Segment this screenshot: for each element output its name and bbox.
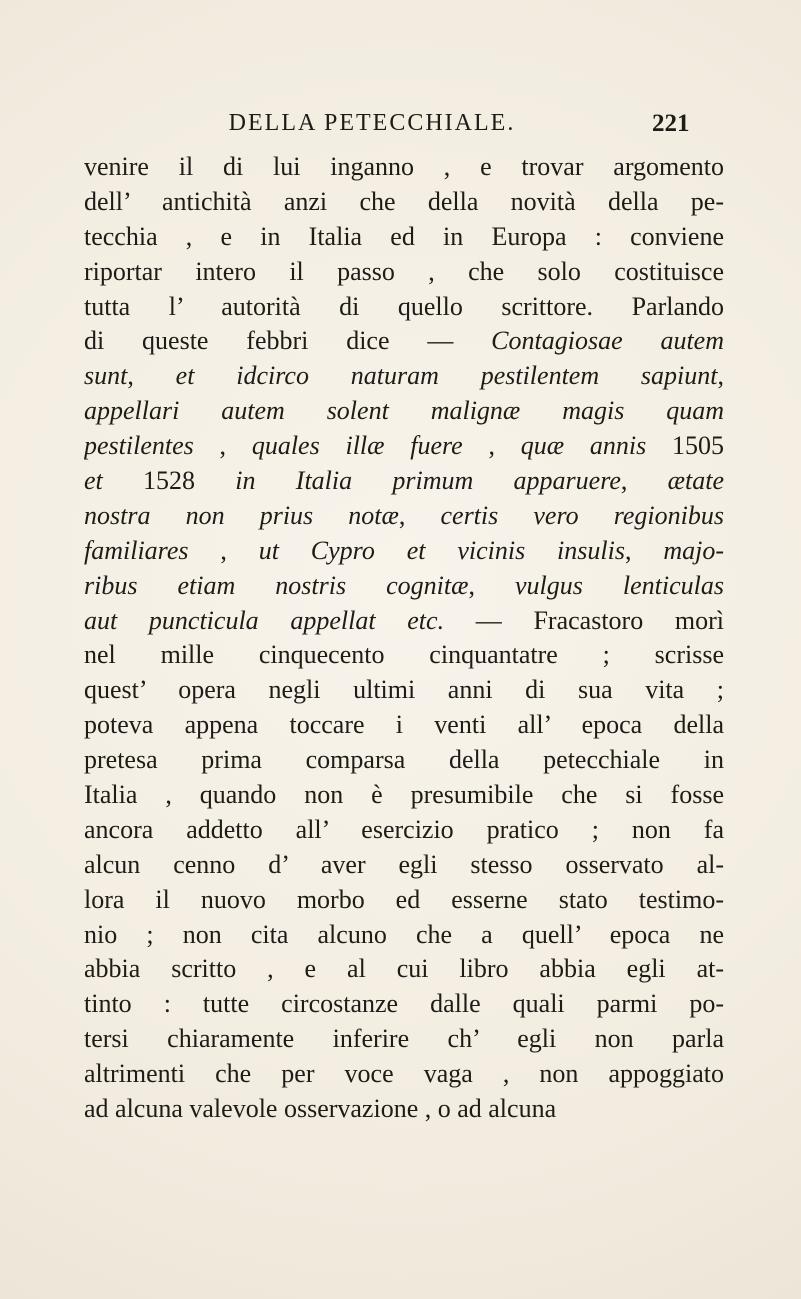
body-text bbox=[84, 150, 724, 1127]
italic-text: in Italia primum apparuere bbox=[235, 466, 621, 496]
text-line bbox=[84, 290, 724, 325]
text-run: lora il nuovo morbo ed esserne stato testimo- bbox=[84, 884, 724, 914]
text-line bbox=[84, 987, 724, 1022]
italic-text: vulgus lenticulas bbox=[514, 570, 724, 600]
text-line bbox=[84, 1022, 724, 1057]
text-run: ad alcuna valevole osservazione , o ad alcuna bbox=[84, 1094, 557, 1124]
text-line bbox=[84, 848, 724, 883]
text-run: , bbox=[620, 466, 668, 496]
text-run: poteva appena toccare i venti all’ epoca della bbox=[84, 710, 724, 740]
text-run: tersi chiaramente inferire ch’ egli non parla bbox=[84, 1024, 724, 1054]
text-run: 1528 bbox=[102, 466, 236, 496]
text-line bbox=[84, 220, 724, 255]
text-line bbox=[84, 778, 724, 813]
text-run: abbia scritto , e al cui libro abbia egli at- bbox=[84, 954, 724, 984]
text-run: quest’ opera negli ultimi anni di sua vita ; bbox=[84, 675, 724, 705]
text-run: , bbox=[398, 500, 441, 530]
text-line bbox=[84, 569, 724, 604]
italic-text: nostra non prius notæ bbox=[84, 500, 399, 530]
italic-text: quales illæ fuere bbox=[251, 431, 463, 461]
text-line bbox=[84, 324, 724, 359]
italic-text: quæ annis bbox=[520, 431, 647, 461]
text-run: tecchia , e in Italia ed in Europa : conviene bbox=[84, 221, 724, 251]
italic-text: ribus etiam nostris cognitæ bbox=[84, 570, 469, 600]
italic-text: et idcirco naturam pestilentem sapiunt bbox=[175, 361, 718, 391]
text-line bbox=[84, 150, 724, 185]
italic-text: certis vero regionibus bbox=[440, 500, 724, 530]
text-run: 1505 bbox=[646, 431, 724, 461]
italic-text: et bbox=[84, 466, 103, 496]
text-run: , bbox=[462, 431, 521, 461]
text-line bbox=[84, 429, 724, 464]
text-line bbox=[84, 185, 724, 220]
text-run: ancora addetto all’ esercizio pratico ; non fa bbox=[84, 814, 724, 844]
text-line bbox=[84, 952, 724, 987]
text-run: , bbox=[188, 535, 259, 565]
running-head bbox=[0, 110, 801, 150]
text-run: dell’ antichità anzi che della novità della pe- bbox=[84, 186, 724, 216]
text-run: — Fracastoro morì bbox=[444, 605, 724, 635]
italic-text: appellari autem solent malignæ magis quam bbox=[84, 396, 724, 426]
italic-text: aut puncticula appellat etc. bbox=[84, 605, 445, 635]
text-line bbox=[84, 394, 724, 429]
text-line bbox=[84, 255, 724, 290]
italic-text: ætate bbox=[667, 466, 724, 496]
text-run: , bbox=[468, 570, 515, 600]
text-run: pretesa prima comparsa della petecchiale in bbox=[84, 745, 724, 775]
text-run: alcun cenno d’ aver egli stesso osservato al- bbox=[84, 849, 724, 879]
text-line bbox=[84, 604, 724, 639]
italic-text: ut Cypro et vicinis insulis bbox=[258, 535, 625, 565]
text-run: altrimenti che per voce vaga , non appoggiato bbox=[84, 1059, 724, 1089]
text-line bbox=[84, 1092, 724, 1127]
text-line bbox=[84, 499, 724, 534]
text-run: venire il di lui inganno , e trovar argomento bbox=[84, 152, 724, 181]
italic-text: familiares bbox=[84, 535, 189, 565]
text-run: , bbox=[717, 361, 724, 391]
text-run: , bbox=[193, 431, 252, 461]
text-run: tutta l’ autorità di quello scrittore. Parlando bbox=[84, 291, 724, 321]
text-run: riportar intero il passo , che solo costituisce bbox=[84, 256, 724, 286]
text-line bbox=[84, 359, 724, 394]
text-line bbox=[84, 743, 724, 778]
italic-text: pestilentes bbox=[84, 431, 194, 461]
italic-text: majo- bbox=[663, 535, 724, 565]
italic-text: sunt bbox=[84, 361, 128, 391]
text-run: nel mille cinquecento cinquantatre ; scrisse bbox=[84, 640, 724, 670]
text-line bbox=[84, 883, 724, 918]
text-line bbox=[84, 673, 724, 708]
text-line bbox=[84, 918, 724, 953]
text-run: nio ; non cita alcuno che a quell’ epoca ne bbox=[84, 919, 724, 949]
text-line bbox=[84, 638, 724, 673]
text-run: tinto : tutte circostanze dalle quali parmi po- bbox=[84, 989, 724, 1019]
text-line bbox=[84, 813, 724, 848]
text-line bbox=[84, 708, 724, 743]
text-line bbox=[84, 464, 724, 499]
text-run: , bbox=[624, 535, 664, 565]
page-number: 221 bbox=[652, 110, 690, 137]
text-line bbox=[84, 1057, 724, 1092]
running-title: DELLA PETECCHIALE. bbox=[228, 110, 516, 136]
italic-text: Contagiosae autem bbox=[491, 326, 724, 356]
text-run: , bbox=[127, 361, 176, 391]
text-run: Italia , quando non è presumibile che si fosse bbox=[84, 780, 724, 810]
text-line bbox=[84, 534, 724, 569]
text-run: di queste febbri dice — bbox=[84, 326, 492, 356]
